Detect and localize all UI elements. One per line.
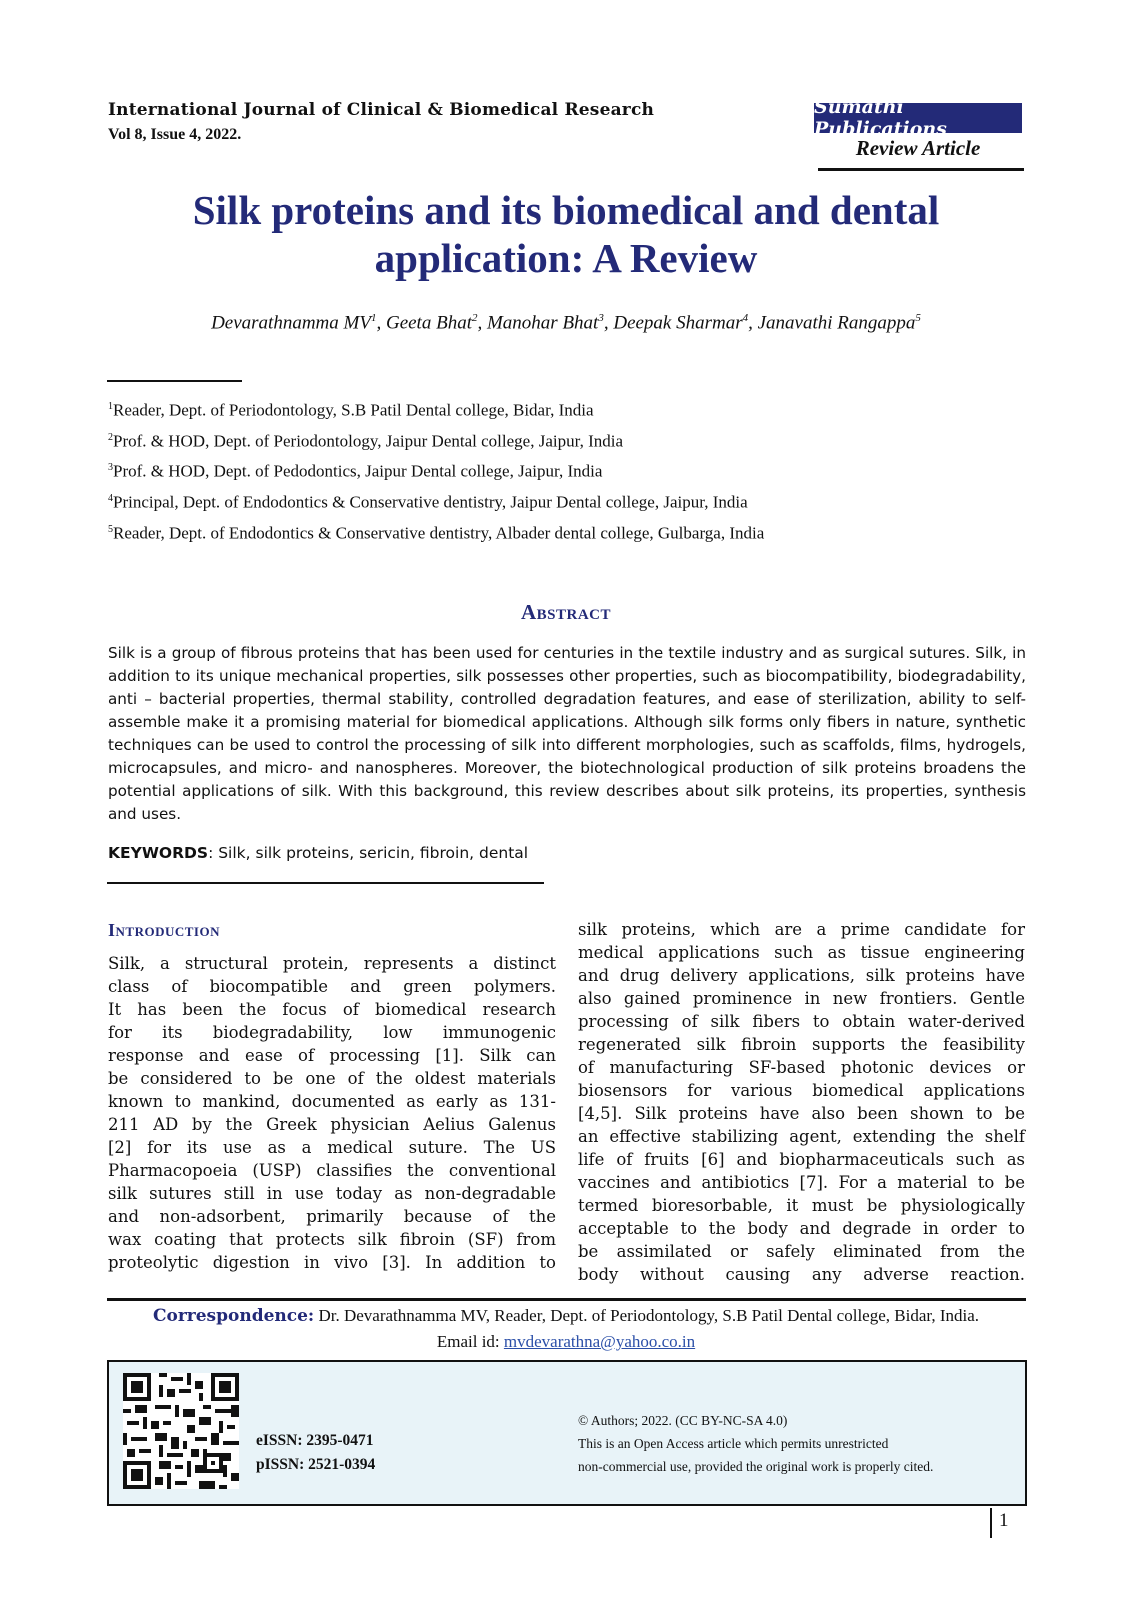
affiliation bbox=[108, 454, 1008, 485]
text-line: and non-adsorbent, primarily because of the bbox=[108, 1207, 556, 1226]
author-sup: 1 bbox=[370, 312, 377, 324]
affiliation-sup: 5 bbox=[108, 523, 113, 535]
publisher-name: Sumathi Publications bbox=[814, 96, 947, 140]
affiliation-sup: 2 bbox=[108, 431, 113, 443]
text-line: silk proteins, which are a prime candidate for bbox=[578, 920, 1025, 939]
keywords-text: : Silk, silk proteins, sericin, fibroin, dental bbox=[208, 844, 529, 862]
author: Deepak Sharmar bbox=[613, 312, 743, 334]
author-sup: 2 bbox=[471, 312, 478, 324]
text-line: 211 AD by the Greek physician Aelius Galenus bbox=[108, 1115, 556, 1134]
journal-name: International Journal of Clinical & Biomedical Research bbox=[108, 100, 655, 120]
eissn: eISSN: 2395-0471 bbox=[256, 1432, 374, 1449]
text-line: Silk, a structural protein, represents a distinct bbox=[108, 954, 556, 973]
text-line: class of biocompatible and green polymers. bbox=[108, 977, 556, 996]
text-line: processing of silk fibers to obtain water-derived bbox=[578, 1012, 1025, 1031]
affiliation-text: Principal, Dept. of Endodontics & Conservative dentistry, Jaipur Dental college, Jaipur, India bbox=[113, 492, 748, 512]
title-line: Silk proteins and its biomedical and dental bbox=[192, 187, 940, 233]
page-number: 1 bbox=[999, 1510, 1009, 1531]
license-box bbox=[107, 1360, 1027, 1506]
qr-code-icon bbox=[123, 1373, 239, 1489]
affiliation-sup: 1 bbox=[108, 401, 113, 412]
author-sup: 3 bbox=[598, 312, 604, 324]
pissn: pISSN: 2521-0394 bbox=[256, 1456, 376, 1473]
email-row bbox=[100, 1332, 1032, 1352]
author-list: Devarathnamma $MV^1$, Geeta Bhat$^2$, Manohar Bhat$^3$, Deepak Sharmar$^4$, Janavathi Rangappa$^5$ bbox=[211, 312, 921, 334]
affiliation bbox=[108, 516, 1008, 547]
footer-divider bbox=[107, 1298, 1026, 1301]
body-column-left bbox=[108, 952, 556, 1274]
text-line: wax coating that protects silk fibroin (SF) from bbox=[108, 1230, 556, 1249]
text-line: also gained prominence in new frontiers. Gentle bbox=[578, 989, 1025, 1008]
abstract-heading: Abstract bbox=[520, 600, 612, 624]
journal-volume: Vol 8, Issue 4, 2022. bbox=[108, 126, 242, 143]
affiliation-sup: 4 bbox=[108, 492, 113, 504]
text-line: known to mankind, documented as early as 131- bbox=[108, 1092, 556, 1111]
text-line: It has been the focus of biomedical research bbox=[108, 1000, 556, 1019]
text-line: and drug delivery applications, silk proteins have bbox=[578, 966, 1025, 985]
author-sup: 4 bbox=[742, 312, 749, 324]
affiliation bbox=[108, 424, 1008, 455]
header-divider bbox=[818, 168, 1024, 171]
author: Manohar Bhat bbox=[486, 312, 599, 334]
text-line: of manufacturing SF-based photonic devices or bbox=[578, 1058, 1025, 1077]
text-line: life of fruits [6] and biopharmaceuticals such as bbox=[578, 1150, 1025, 1169]
text-line: Pharmacopoeia (USP) classifies the conventional bbox=[108, 1161, 556, 1180]
author: Janavathi Rangappa bbox=[757, 312, 916, 334]
text-line: be considered to be one of the oldest materials bbox=[108, 1069, 556, 1088]
title-line: application: A Review bbox=[374, 235, 758, 281]
correspondence-text: Dr. Devarathnamma MV, Reader, Dept. of Periodontology, S.B Patil Dental college, Bidar, India. bbox=[314, 1306, 980, 1325]
affiliation-sup: 3 bbox=[108, 462, 113, 474]
article-type: Review Article bbox=[855, 136, 981, 160]
text-line: proteolytic digestion in vivo [3]. In addition to bbox=[108, 1253, 556, 1272]
text-line: be assimilated or safely eliminated from the bbox=[578, 1242, 1025, 1261]
text-line: body without causing any adverse reaction. bbox=[578, 1265, 1025, 1284]
keywords-divider bbox=[107, 882, 544, 884]
text-line: regenerated silk fibroin supports the feasibility bbox=[578, 1035, 1025, 1054]
text-line: medical applications such as tissue engineering bbox=[578, 943, 1025, 962]
text-line: biosensors for various biomedical applications bbox=[578, 1081, 1025, 1100]
affiliation-text: Prof. & HOD, Dept. of Periodontology, Jaipur Dental college, Jaipur, India bbox=[113, 431, 623, 451]
email-label: Email id: bbox=[436, 1332, 504, 1351]
affiliation bbox=[108, 393, 1008, 424]
affiliation-list bbox=[108, 393, 1008, 546]
publisher-badge bbox=[814, 96, 1022, 140]
email-link[interactable]: mvdevarathna@yahoo.co.in bbox=[503, 1332, 696, 1351]
text-line: vaccines and antibiotics [7]. For a material to be bbox=[578, 1173, 1025, 1192]
correspondence-label: Correspondence: bbox=[152, 1306, 315, 1326]
author-sup: 5 bbox=[915, 312, 921, 324]
text-line: silk sutures still in use today as non-degradable bbox=[108, 1184, 556, 1203]
text-line: for its biodegradability, low immunogenic bbox=[108, 1023, 556, 1042]
license-line: This is an Open Access article which permits unrestricted bbox=[578, 1436, 889, 1451]
affiliation bbox=[108, 485, 1008, 516]
license-line: non-commercial use, provided the original work is properly cited. bbox=[578, 1459, 934, 1474]
abstract-text: Silk is a group of fibrous proteins that has been used for centuries in the textile industry and as surgical sutures. Silk, in addition to its unique mechanical properties, silk possesses other properties, such as biocompatibility, biodegradability, anti – bacterial properties, thermal stability, controlled degradation features, and ease of sterilization, ability to self-assemble make it a promising material for biomedical applications. Although silk forms only fibers in nature, synthetic techniques can be used to control the processing of silk into different morphologies, such as scaffolds, films, hydrogels, microcapsules, and micro- and nanospheres. Moreover, the biotechnological production of silk proteins broadens the potential applications of silk. With this background, this review describes about silk proteins, its properties, synthesis and uses. bbox=[108, 644, 1026, 823]
text-line: termed bioresorbable, it must be physiologically bbox=[578, 1196, 1025, 1215]
text-line: [2] for its use as a medical suture. The US bbox=[108, 1138, 556, 1157]
page-number-divider bbox=[990, 1508, 992, 1538]
correspondence bbox=[100, 1306, 1032, 1326]
paper-title bbox=[100, 186, 1032, 282]
author: Devarathnamma MV bbox=[211, 312, 371, 334]
author: Geeta Bhat bbox=[385, 312, 472, 334]
introduction-heading: Introduction bbox=[108, 920, 220, 940]
text-line: [4,5]. Silk proteins have also been shown to be bbox=[578, 1104, 1025, 1123]
text-line: response and ease of processing [1]. Silk can bbox=[108, 1046, 556, 1065]
affiliation-text: Reader, Dept. of Endodontics & Conservative dentistry, Albader dental college, Gulbarga, India bbox=[113, 523, 765, 543]
affiliation-divider bbox=[107, 380, 242, 382]
affiliation-text: Reader, Dept. of Periodontology, S.B Patil Dental college, Bidar, India bbox=[113, 400, 594, 420]
copyright-line: © Authors; 2022. (CC BY-NC-SA 4.0) bbox=[578, 1413, 788, 1428]
text-line: an effective stabilizing agent, extending the shelf bbox=[578, 1127, 1025, 1146]
keywords-label: KEYWORDS bbox=[108, 844, 209, 862]
keywords bbox=[108, 844, 528, 862]
text-line: acceptable to the body and degrade in order to bbox=[578, 1219, 1025, 1238]
body-column-right bbox=[578, 918, 1025, 1286]
affiliation-text: Prof. & HOD, Dept. of Pedodontics, Jaipur Dental college, Jaipur, India bbox=[113, 461, 603, 481]
